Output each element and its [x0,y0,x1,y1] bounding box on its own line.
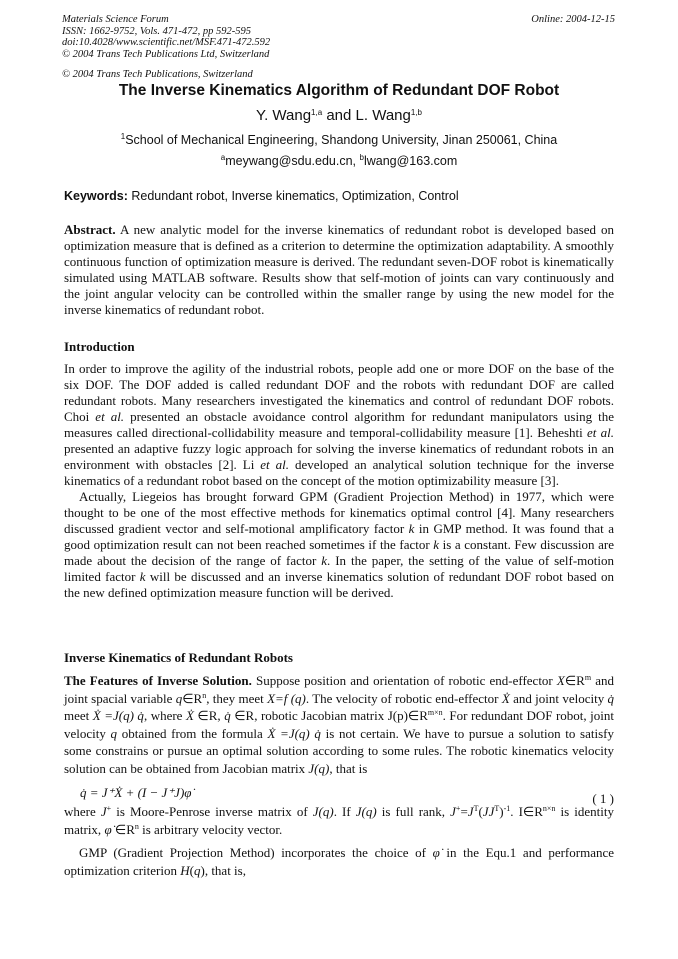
text-segment: is identity matrix, [64,804,614,837]
text-segment: k [433,537,440,552]
text-segment: H [180,863,190,878]
text-segment: and joint spacial variable [64,673,614,706]
text-segment: where [64,804,101,819]
features-body [64,672,614,777]
text-segment: J(q) [355,804,377,819]
text-segment: in GMP method. It was found that a good optimization result can not been reached sometimes if the factor [64,521,614,552]
text-segment: ) [499,804,504,819]
copyright: © 2004 Trans Tech Publications Ltd, Switzerland [62,48,270,60]
text-segment: Ẋ [185,708,194,723]
abstract-paragraph [64,222,614,318]
text-segment: presented an adaptive fuzzy logic approach for solving the inverse kinematics of redundant robots in an environment with obstacles [2]. Li [64,441,614,472]
where-body [64,803,614,880]
text-segment: is full rank, [376,804,451,819]
affil-sup: 1 [120,132,126,141]
author-2-sup: 1,b [410,108,422,117]
authors [0,107,678,124]
text-segment: ∈R [182,690,203,706]
keywords [64,189,459,203]
intro-paragraph-2 [64,489,614,601]
text-segment: obtained from the formula [117,725,268,741]
gmp-paragraph [64,844,614,880]
equation-number: ( 1 ) [592,791,614,806]
email-b-sup: b [359,153,364,162]
text-segment: J [450,804,456,819]
text-segment: The Features of Inverse Solution. [64,673,252,688]
text-segment: X [556,673,565,688]
text-segment: m [584,673,592,682]
text-segment: is arbitrary velocity vector. [138,822,283,837]
text-segment: , that is [329,760,368,776]
text-segment: T [494,804,500,813]
author-2: L. Wang [355,107,411,124]
author-1: Y. Wang [256,107,312,124]
text-segment: k [139,569,146,584]
issn: ISSN: 1662-9752, Vols. 471-472, pp 592-595 [62,25,251,37]
text-segment: JJ [482,804,495,819]
emails [0,154,678,168]
text-segment: φ̇ [432,845,440,860]
text-segment: ), that is, [200,863,246,878]
text-segment: T [473,804,479,813]
text-segment: + [106,804,112,813]
text-segment: ( [189,863,194,878]
email-a-sup: a [220,153,226,162]
text-segment: et al. [260,457,289,472]
text-segment: q̇ [224,708,231,723]
doi: doi:10.4028/www.scientific.net/MSF.471-472.592 [62,37,271,48]
text-segment: in the Equ.1 and performance optimization criterion [64,845,615,878]
journal-header [62,14,270,60]
text-segment: n×n [542,804,556,813]
text-segment: and joint velocity [509,690,608,706]
text-segment: n [134,822,139,831]
text-segment: J(q) [312,804,334,819]
text-segment: , where [143,708,186,723]
text-segment: GMP (Gradient Projection Method) incorporates the choice of [79,845,433,860]
text-segment: is a constant. Few discussion are made about the decision of the range of factor [64,537,614,568]
and: and [322,107,356,124]
text-segment: k [321,553,328,568]
where-paragraph [64,803,614,839]
text-segment: et al. [587,425,614,440]
copyright-secondary: © 2004 Trans Tech Publications, Switzerland [62,69,253,80]
section-heading: Inverse Kinematics of Redundant Robots [64,650,293,665]
text-segment: q̇ [607,690,615,706]
abstract [64,222,614,318]
text-segment: is not certain. We have to pursue a solution to satisfy some constrains or pursue an optimal solution according to some rules. The robotic kinematics velocity solution can be obtained from Jacobian matrix [64,725,614,776]
text-segment: J [467,804,474,819]
text-segment: will be discussed and an inverse kinematics solution of redundant DOF robot based on the new defined optimization measure function will be derived. [64,569,614,600]
text-segment: -1 [503,804,511,813]
text-segment: . I∈R [510,804,543,819]
affil-text: School of Mechanical Engineering, Shandong University, Jinan 250061, China [125,133,558,147]
text-segment: k [408,521,415,536]
text-segment: ∈R [111,822,135,837]
text-segment: J(q) [308,760,330,776]
text-segment: . In the paper, the setting of the value of self-motion limited factor [64,553,614,584]
text-segment: Ẋ =J(q) q̇ [267,725,321,741]
text-segment: ∈R [564,673,585,688]
text-segment: = [460,804,468,819]
text-segment: X=f (q) [267,690,306,706]
text-segment: ∈R, robotic Jacobian matrix J(p)∈R [230,708,428,723]
introduction-heading: Introduction [64,339,135,354]
text-segment: . For redundant DOF robot, joint velocity [64,708,615,741]
text-segment: ( [478,804,483,819]
text-segment: J [100,804,107,819]
text-segment: + [455,804,461,813]
text-segment: is Moore-Penrose inverse matrix of [111,804,313,819]
text-segment: φ̇ [104,822,112,837]
email-a[interactable]: meywang@sdu.edu.cn, [225,154,360,168]
text-segment: q [193,863,201,878]
journal-name: Materials Science Forum [62,14,169,25]
text-segment: In order to improve the agility of the industrial robots, people add one or more DOF on the base of the six DOF. The DOF added is called redundant DOF and the robots with redundant DOF are called redundant robots. Many researchers investigated the kinematics and control of redundant DOF robots. Choi [64,361,614,424]
text-segment: et al. [95,409,125,424]
text-segment: Actually, Liegeios has brought forward GPM (Gradient Projection Method) in 1977, which were thought to be one of the most effective methods for kinematics optimal control [4]. Many researchers discussed gradient vector and self-motional amplificatory factor [64,489,614,536]
intro-paragraph-1 [64,361,614,489]
text-segment: q [110,725,118,741]
text-segment: A new analytic model for the inverse kinematics of redundant robot is developed based on optimization measure that is defined as a criterion to determine the optimization adaptability. A smoothly continuous function of optimization measure is derived. The redundant seven-DOF robot is kinematically simulated using MATLAB software. Results show that self-motion of joints can vary continuously and the joint angular velocity can be controlled within the smaller range by using the new model for the inverse kinematics of redundant robot. [64,222,614,317]
text-segment: . If [333,804,356,819]
online-date: Online: 2004-12-15 [531,14,615,25]
text-segment: m×n [427,708,443,717]
text-segment: n [202,690,207,700]
paper-title: The Inverse Kinematics Algorithm of Redundant DOF Robot [118,82,560,99]
text-segment: developed an analytical solution technique for the inverse kinematics of a redundant robot based on the concept of the motion optimizability measure [3]. [64,457,614,488]
email-b[interactable]: lwang@163.com [363,154,458,168]
keywords-text: Redundant robot, Inverse kinematics, Optimization, Control [127,189,459,203]
text-segment: presented an obstacle avoidance control algorithm for redundant manipulators using the measures called directional-collidability measure and temporal-collidability measure [1]. Beheshti [64,409,614,440]
affiliation [0,133,678,147]
keywords-label: Keywords: [64,189,128,203]
text-segment: , they meet [206,690,268,706]
text-segment: Ẋ =J(q) q̇ [92,708,144,723]
text-segment: Suppose position and orientation of robotic end-effector [251,673,557,688]
text-segment: Ẋ [501,690,510,706]
text-segment: q [175,690,183,706]
text-segment: meet [64,708,93,723]
text-segment: Abstract. [64,222,116,237]
author-1-sup: 1,a [311,108,323,117]
features-paragraph [64,672,614,777]
introduction-body [64,361,614,601]
text-segment: ∈R, [193,708,225,723]
equation-1: q̇ = J⁺Ẋ + (I − J⁺J)φ̇ [80,785,192,800]
text-segment: . The velocity of robotic end-effector [305,690,502,706]
